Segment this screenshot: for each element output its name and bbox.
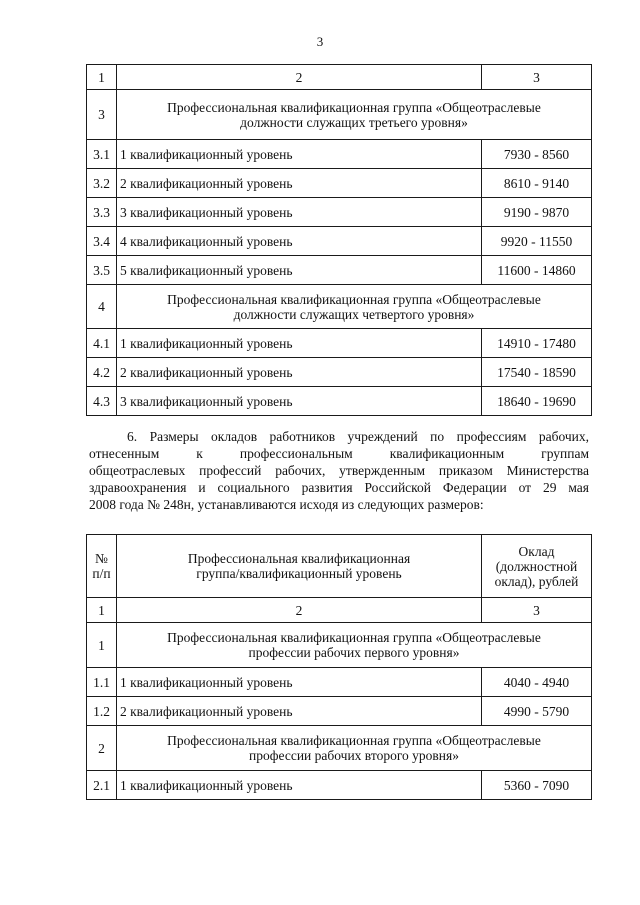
header-cell: 1 [87, 598, 117, 623]
paragraph-line: 6. Размеры окладов работников учреждений по профессиям рабочих, [127, 429, 589, 444]
column-header-line: Оклад [518, 543, 555, 559]
salary-range: 18640 - 19690 [482, 387, 592, 416]
table-row [87, 697, 592, 726]
row-number: 1.1 [87, 668, 117, 697]
group-title-line: Профессиональная квалификационная группа «Общеотраслевые [167, 630, 541, 645]
group-row [87, 726, 592, 771]
salary-range: 7930 - 8560 [482, 140, 592, 169]
table-header-row [87, 65, 592, 90]
row-number: 4.3 [87, 387, 117, 416]
column-header-salary [482, 535, 592, 598]
group-title-line: профессии рабочих первого уровня» [248, 645, 460, 660]
group-title-line: должности служащих третьего уровня» [240, 114, 468, 130]
salary-range: 14910 - 17480 [482, 329, 592, 358]
qualification-level: 2 квалификационный уровень [117, 169, 482, 198]
paragraph-6 [89, 428, 589, 513]
table-row [87, 329, 592, 358]
paragraph-line: 2008 года № 248н, устанавливаются исходя из следующих размеров: [89, 497, 484, 512]
row-number: 3.3 [87, 198, 117, 227]
group-title-line: Профессиональная квалификационная группа «Общеотраслевые [167, 99, 541, 115]
header-cell: 2 [117, 598, 482, 623]
group-title [117, 623, 592, 668]
row-number: 3.1 [87, 140, 117, 169]
column-header-row [87, 535, 592, 598]
salary-range: 9190 - 9870 [482, 198, 592, 227]
group-row [87, 285, 592, 329]
salary-range: 11600 - 14860 [482, 256, 592, 285]
table-row [87, 771, 592, 800]
group-title-line: Профессиональная квалификационная группа «Общеотраслевые [167, 733, 541, 748]
table-row [87, 668, 592, 697]
row-number: 2.1 [87, 771, 117, 800]
table-row [87, 358, 592, 387]
column-header-line: оклад), рублей [494, 573, 579, 589]
group-title-line: Профессиональная квалификационная группа «Общеотраслевые [167, 291, 541, 307]
table-row [87, 198, 592, 227]
qualification-level: 1 квалификационный уровень [117, 771, 482, 800]
paragraph-line: здравоохранения и социального развития Российской Федерации от 29 мая [89, 480, 589, 495]
column-header-line: п/п [92, 566, 111, 581]
salary-table-workers [86, 534, 592, 800]
group-row [87, 623, 592, 668]
paragraph-line: общеотраслевых профессий рабочих, утвержденным приказом Министерства [89, 463, 589, 478]
table-row [87, 227, 592, 256]
qualification-level: 5 квалификационный уровень [117, 256, 482, 285]
group-title [117, 726, 592, 771]
table-row [87, 140, 592, 169]
qualification-level: 2 квалификационный уровень [117, 358, 482, 387]
qualification-level: 4 квалификационный уровень [117, 227, 482, 256]
qualification-level: 1 квалификационный уровень [117, 668, 482, 697]
group-number: 1 [87, 623, 117, 668]
salary-range: 8610 - 9140 [482, 169, 592, 198]
qualification-level: 1 квалификационный уровень [117, 329, 482, 358]
row-number: 3.2 [87, 169, 117, 198]
group-number: 2 [87, 726, 117, 771]
salary-table-employees [86, 64, 592, 416]
header-cell: 3 [482, 65, 592, 90]
group-title [117, 90, 592, 140]
salary-range: 9920 - 11550 [482, 227, 592, 256]
group-number: 3 [87, 90, 117, 140]
group-number: 4 [87, 285, 117, 329]
column-header-line: № [95, 551, 108, 566]
salary-range: 5360 - 7090 [482, 771, 592, 800]
column-header-group [117, 535, 482, 598]
column-header-line: группа/квалификационный уровень [196, 566, 402, 581]
paragraph-line: отнесенным к профессиональным квалификационным группам [89, 446, 589, 461]
group-title [117, 285, 592, 329]
group-row [87, 90, 592, 140]
table-row [87, 169, 592, 198]
group-title-line: профессии рабочих второго уровня» [249, 748, 459, 763]
header-cell: 3 [482, 598, 592, 623]
column-header-line: (должностной [495, 558, 578, 574]
salary-range: 4040 - 4940 [482, 668, 592, 697]
row-number: 1.2 [87, 697, 117, 726]
column-header-number [87, 535, 117, 598]
group-title-line: должности служащих четвертого уровня» [233, 306, 475, 322]
qualification-level: 3 квалификационный уровень [117, 387, 482, 416]
row-number: 4.1 [87, 329, 117, 358]
row-number: 4.2 [87, 358, 117, 387]
column-header-line: Профессиональная квалификационная [187, 551, 411, 566]
table-row [87, 256, 592, 285]
qualification-level: 1 квалификационный уровень [117, 140, 482, 169]
salary-range: 4990 - 5790 [482, 697, 592, 726]
page-number: 3 [316, 34, 324, 49]
table-header-row [87, 598, 592, 623]
row-number: 3.5 [87, 256, 117, 285]
salary-range: 17540 - 18590 [482, 358, 592, 387]
header-cell: 1 [87, 65, 117, 90]
header-cell: 2 [117, 65, 482, 90]
qualification-level: 2 квалификационный уровень [117, 697, 482, 726]
row-number: 3.4 [87, 227, 117, 256]
table-row [87, 387, 592, 416]
qualification-level: 3 квалификационный уровень [117, 198, 482, 227]
